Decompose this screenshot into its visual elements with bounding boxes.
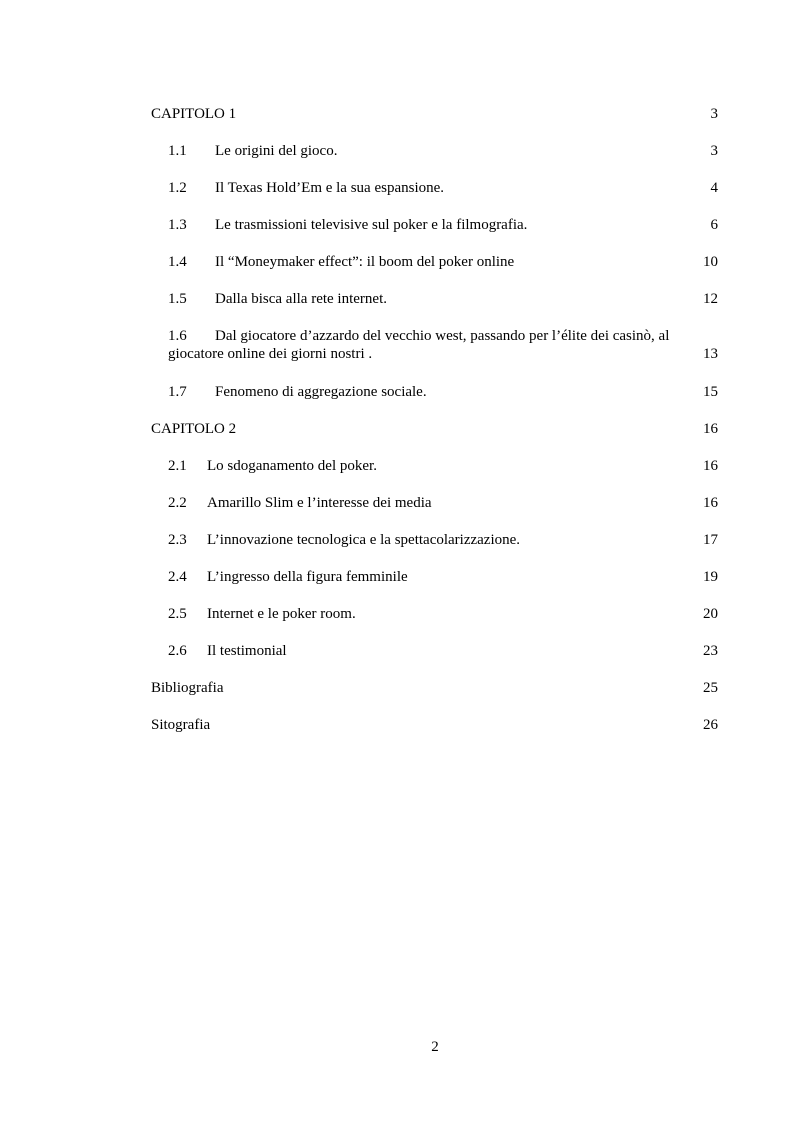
toc-entry-title: Dalla bisca alla rete internet.	[215, 291, 387, 307]
toc-entry-number: 2.4	[168, 569, 187, 585]
toc-entry-title: L’innovazione tecnologica e la spettacolarizzazione.	[207, 532, 521, 548]
toc-entry-title: Il testimonial	[207, 643, 287, 659]
toc-entry-capitolo-2[interactable]	[151, 419, 718, 456]
toc-entry-page: 20	[703, 606, 718, 622]
toc-entry-2-1[interactable]	[151, 456, 718, 493]
toc-entry-number: 1.4	[168, 254, 187, 270]
toc-entry-1-7[interactable]	[151, 382, 718, 419]
toc-entry-number: 1.1	[168, 143, 187, 159]
toc-entry-2-3[interactable]	[151, 530, 718, 567]
toc-entry-page: 3	[710, 143, 718, 159]
toc-entry-page: 4	[710, 180, 718, 196]
toc-entry-page: 16	[703, 495, 718, 511]
toc-entry-number: 2.2	[168, 495, 187, 511]
toc-entry-page: 19	[703, 569, 718, 585]
toc-entry-title: L’ingresso della figura femminile	[207, 569, 408, 585]
toc-entry-page: 6	[710, 217, 718, 233]
toc-entry-title: CAPITOLO 1	[151, 106, 237, 122]
toc-entry-page: 26	[703, 717, 718, 733]
toc-entry-page: 25	[703, 680, 718, 696]
toc-entry-number: 2.1	[168, 458, 187, 474]
toc-entry-title: Bibliografia	[151, 680, 224, 696]
toc-entry-title: Internet e le poker room.	[207, 606, 356, 622]
toc-entry-title: Le origini del gioco.	[215, 143, 338, 159]
toc-entry-page: 3	[710, 106, 718, 122]
toc-entry-title: Il Texas Hold’Em e la sua espansione.	[215, 180, 445, 196]
toc-entry-title: Lo sdoganamento del poker.	[207, 458, 377, 474]
toc-entry-title: CAPITOLO 2	[151, 421, 237, 437]
toc-entry-page: 23	[703, 643, 718, 659]
toc-entry-2-5[interactable]	[151, 604, 718, 641]
toc-entry-number: 1.6	[168, 328, 187, 344]
toc-entry-number: 2.5	[168, 606, 187, 622]
toc-entry-title: Amarillo Slim e l’interesse dei media	[207, 495, 432, 511]
toc-entry-2-4[interactable]	[151, 567, 718, 604]
toc-entry-number: 1.2	[168, 180, 187, 196]
toc-entry-page: 12	[703, 291, 718, 307]
toc-entry-1-1[interactable]	[151, 141, 718, 178]
toc-entry-capitolo-1[interactable]	[151, 104, 718, 141]
page-number: 2	[431, 1039, 439, 1055]
toc-entry-page: 16	[703, 421, 718, 437]
toc-entry-sitografia[interactable]	[151, 715, 718, 752]
toc-entry-number: 1.3	[168, 217, 187, 233]
toc-entry-1-5[interactable]	[151, 289, 718, 326]
toc-entry-number: 1.7	[168, 384, 187, 400]
toc-entry-page: 10	[703, 254, 718, 270]
toc-entry-title: Dal giocatore d’azzardo del vecchio west, passando per l’élite dei casinò, al	[215, 328, 670, 344]
toc-entry-title-continuation: giocatore online dei giorni nostri .	[168, 346, 373, 362]
toc-entry-title: Fenomeno di aggregazione sociale.	[215, 384, 427, 400]
table-of-contents	[151, 104, 718, 752]
toc-entry-title: Sitografia	[151, 717, 211, 733]
toc-entry-page: 15	[703, 384, 718, 400]
toc-entry-page: 16	[703, 458, 718, 474]
toc-entry-number: 2.3	[168, 532, 187, 548]
toc-entry-2-6[interactable]	[151, 641, 718, 678]
toc-entry-page: 17	[703, 532, 718, 548]
toc-entry-1-4[interactable]	[151, 252, 718, 289]
toc-entry-number: 2.6	[168, 643, 187, 659]
toc-entry-2-2[interactable]	[151, 493, 718, 530]
toc-entry-1-6[interactable]	[151, 326, 718, 382]
toc-entry-bibliografia[interactable]	[151, 678, 718, 715]
toc-entry-title: Le trasmissioni televisive sul poker e la filmografia.	[215, 217, 528, 233]
toc-entry-number: 1.5	[168, 291, 187, 307]
toc-entry-1-3[interactable]	[151, 215, 718, 252]
toc-entry-page: 13	[703, 346, 718, 362]
toc-entry-title: Il “Moneymaker effect”: il boom del poker online	[215, 254, 515, 270]
toc-entry-1-2[interactable]	[151, 178, 718, 215]
